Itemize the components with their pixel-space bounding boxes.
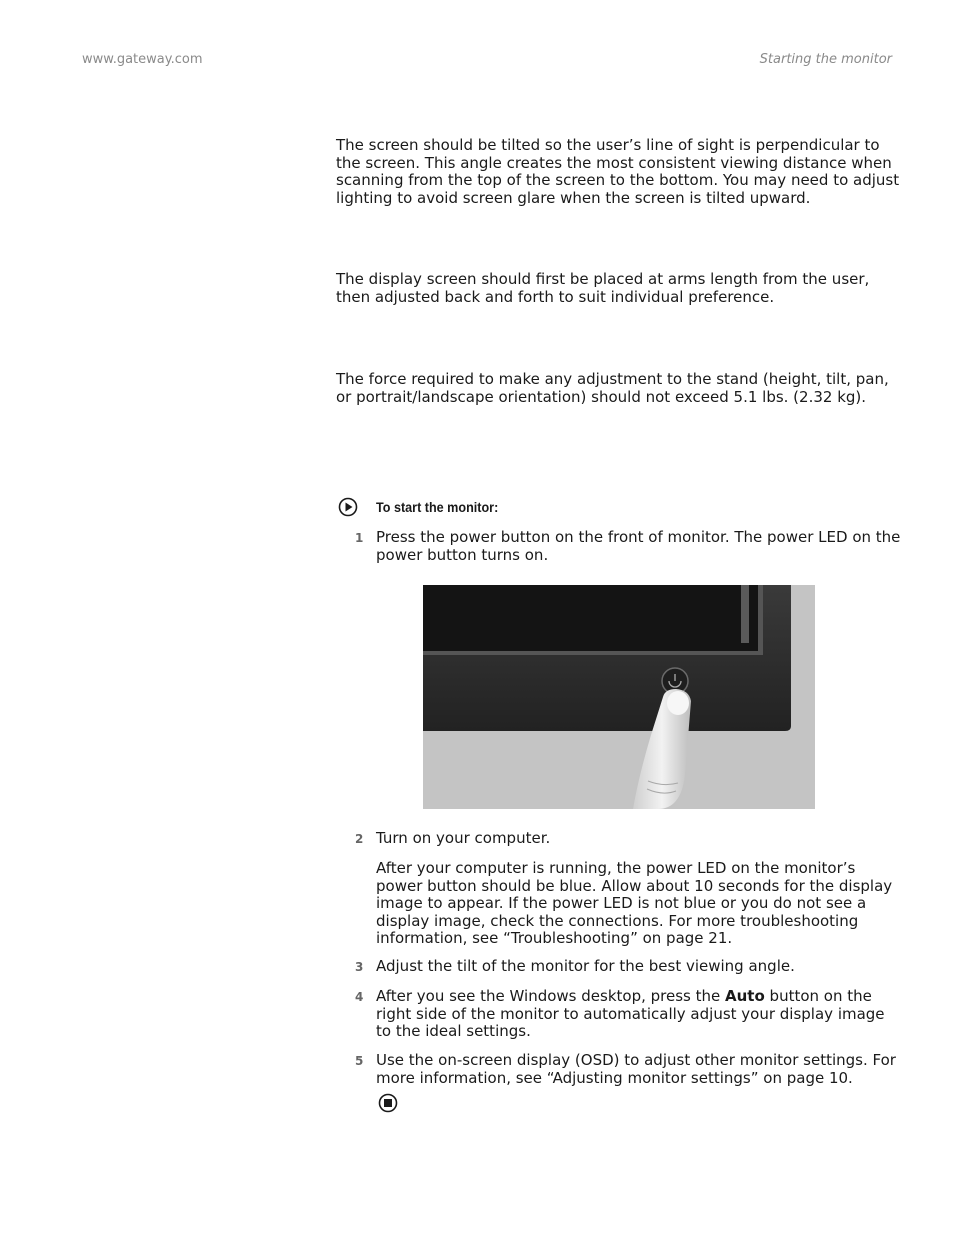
header-website: www.gateway.com — [82, 52, 203, 67]
paragraph-distance: The display screen should first be placed at arms length from the user, then adjusted back and forth to suit individual preference. — [336, 270, 870, 306]
procedure-title: To start the monitor: — [376, 499, 499, 515]
step-2-note: After your computer is running, the power LED on the monitor’s power button should be blue. Allow about 10 seconds for the display image to appear. If the power LED is not blue or you do not see a display image, check the connections. For more troubleshooting information, see “Troubleshooting” on page 21. — [376, 859, 893, 947]
play-circle-icon — [338, 497, 358, 517]
step-text: Press the power button on the front of monitor. The power LED on the power button turns on. — [376, 528, 901, 564]
step-text — [376, 988, 901, 1041]
paragraph-force: The force required to make any adjustment to the stand (height, tilt, pan, or portrait/landscape orientation) should not exceed 5.1 lbs. (2.32 kg). — [336, 370, 889, 406]
step-number: 4 — [355, 990, 364, 1004]
step-text-after: button on the right side of the monitor to automatically adjust your display image to the ideal settings. — [376, 987, 885, 1040]
step-text-before: After you see the Windows desktop, press the — [376, 987, 726, 1005]
step-number: 5 — [355, 1054, 364, 1068]
step-number: 2 — [355, 832, 364, 846]
monitor-power-button-photo — [423, 585, 815, 809]
step-number: 3 — [355, 960, 364, 974]
paragraph-tilt: The screen should be tilted so the user’s line of sight is perpendicular to the screen. This angle creates the most consistent viewing distance when scanning from the top of the screen to the bottom. You may need to adjust lighting to avoid screen glare when the screen is tilted upward. — [336, 136, 900, 207]
step-number: 1 — [355, 531, 364, 545]
step-text: Use the on-screen display (OSD) to adjust other monitor settings. For more information, see “Adjusting monitor settings” on page 10. — [376, 1051, 896, 1087]
auto-button-keyword: Auto — [725, 987, 765, 1005]
step-text: Turn on your computer. — [376, 829, 551, 847]
header-section-title: Starting the monitor — [759, 52, 892, 67]
stop-circle-icon — [378, 1093, 398, 1113]
step-text: Adjust the tilt of the monitor for the best viewing angle. — [376, 957, 795, 975]
